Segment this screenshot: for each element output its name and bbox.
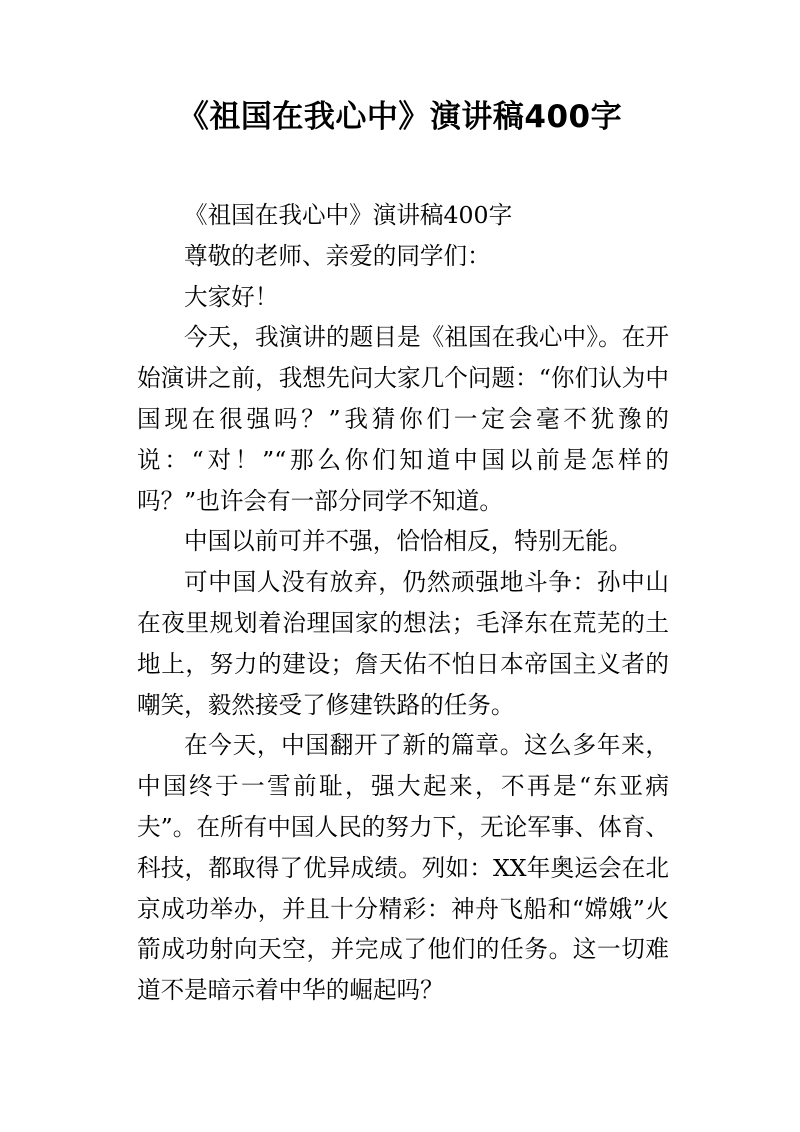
paragraph-intro: 今天，我演讲的题目是《祖国在我心中》。在开始演讲之前，我想先问大家几个问题：“你们认为中国现在很强吗？”我猜你们一定会毫不犹豫的说：“对！”“那么你们知道中国以前是怎样的吗？”也许会有一部分同学不知道。	[137, 323, 669, 515]
paragraph-salutation: 尊敬的老师、亲爱的同学们：	[184, 241, 491, 270]
document-body	[137, 195, 669, 1011]
paragraph-struggle: 可中国人没有放弃，仍然顽强地斗争：孙中山在夜里规划着治理国家的想法；毛泽东在荒芜的土地上，努力的建设；詹天佑不怕日本帝国主义者的嘲笑，毅然接受了修建铁路的任务。	[137, 568, 669, 719]
paragraph-past: 中国以前可并不强，恰恰相反，特别无能。	[184, 527, 633, 556]
page-title: 《祖国在我心中》演讲稿400字	[177, 99, 623, 135]
paragraph-greeting: 大家好！	[184, 282, 279, 311]
paragraph-subtitle: 《祖国在我心中》演讲稿400字	[184, 201, 513, 229]
paragraph-today: 在今天，中国翻开了新的篇章。这么多年来，中国终于一雪前耻，强大起来，不再是“东亚病夫”。在所有中国人民的努力下，无论军事、体育、科技，都取得了优异成绩。列如：XX年奥运会在北京成功举办，并且十分精彩：神舟飞船和“嫦娥”火箭成功射向天空，并完成了他们的任务。这一切难道不是暗示着中华的崛起吗？	[137, 731, 669, 1005]
